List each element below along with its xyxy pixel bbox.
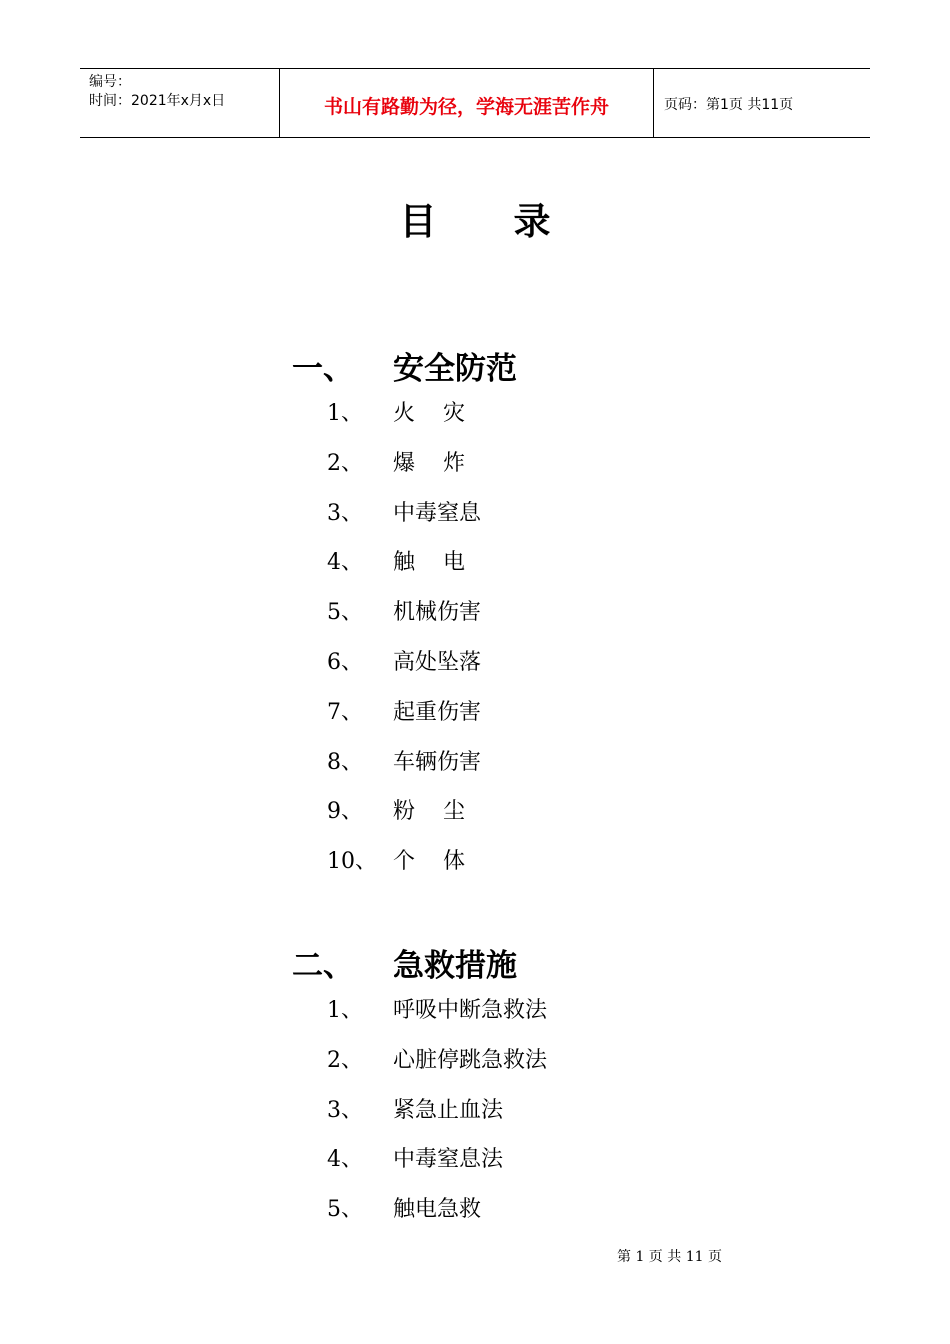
toc-item <box>0 986 950 1036</box>
toc-item-number: 1、 <box>327 401 363 426</box>
document-date: 时间：2021年x月x日 <box>89 93 226 109</box>
section-heading <box>0 343 950 387</box>
toc-item-number: 10、 <box>327 849 377 875</box>
toc-item <box>0 738 950 788</box>
toc-item-label: 爆 炸 <box>393 450 465 476</box>
toc-item-number: 9、 <box>327 799 363 825</box>
toc-item-label: 心脏停跳急救法 <box>393 1047 548 1073</box>
toc-section-safety <box>0 343 950 887</box>
header-page-info: 页码：第1页 共11页 <box>664 97 794 113</box>
toc-item-label: 触 电 <box>393 550 465 576</box>
toc-item-label: 中毒窒息法 <box>393 1147 504 1173</box>
toc-item-number: 7、 <box>327 699 363 725</box>
toc-item <box>0 787 950 837</box>
toc-item-label: 起重伤害 <box>393 699 482 725</box>
toc-item-number: 3、 <box>327 500 363 526</box>
toc-item-label: 中毒窒息 <box>393 500 482 526</box>
toc-item <box>0 389 950 439</box>
toc-item <box>0 439 950 489</box>
toc-item <box>0 1036 950 1086</box>
section-number: 二、 <box>292 948 354 984</box>
toc-item-number: 1、 <box>327 998 363 1023</box>
toc-section-first-aid <box>0 940 950 1235</box>
document-number-label: 编号： <box>89 74 131 90</box>
toc-item <box>0 1185 950 1235</box>
toc-item-label: 触电急救 <box>393 1197 482 1223</box>
toc-item-label: 个 体 <box>393 849 465 875</box>
toc-item <box>0 1135 950 1185</box>
toc-item-label: 机械伤害 <box>393 600 482 626</box>
toc-item-label: 车辆伤害 <box>393 749 482 775</box>
toc-item-label: 高处坠落 <box>393 649 482 675</box>
toc-item <box>0 588 950 638</box>
toc-item <box>0 1086 950 1136</box>
section-title: 安全防范 <box>393 351 517 387</box>
toc-item-number: 8、 <box>327 749 363 775</box>
header-motto: 书山有路勤为径，学海无涯苦作舟 <box>280 69 654 137</box>
toc-item <box>0 538 950 588</box>
section-number: 一、 <box>292 351 354 387</box>
toc-item-number: 6、 <box>327 649 363 675</box>
toc-item-label: 粉 尘 <box>393 799 465 825</box>
toc-item-label: 紧急止血法 <box>393 1097 504 1123</box>
toc-item-number: 3、 <box>327 1097 363 1123</box>
toc-item-label: 火 灾 <box>393 401 465 426</box>
toc-item-label: 呼吸中断急救法 <box>393 998 548 1023</box>
toc-item-number: 4、 <box>327 550 363 576</box>
section-heading <box>0 940 950 984</box>
toc-item-number: 4、 <box>327 1147 363 1173</box>
page-header <box>80 68 870 138</box>
toc-item <box>0 688 950 738</box>
toc-item-number: 2、 <box>327 1047 363 1073</box>
page-title: 目录 <box>399 200 628 243</box>
section-title: 急救措施 <box>393 948 517 984</box>
toc-item <box>0 489 950 539</box>
header-meta <box>80 69 280 137</box>
toc-item-number: 5、 <box>327 1197 363 1223</box>
toc-item-number: 5、 <box>327 600 363 626</box>
toc-item-number: 2、 <box>327 450 363 476</box>
toc-item <box>0 638 950 688</box>
page-footer: 第 1 页 共 11 页 <box>617 1249 722 1265</box>
toc-item <box>0 837 950 887</box>
